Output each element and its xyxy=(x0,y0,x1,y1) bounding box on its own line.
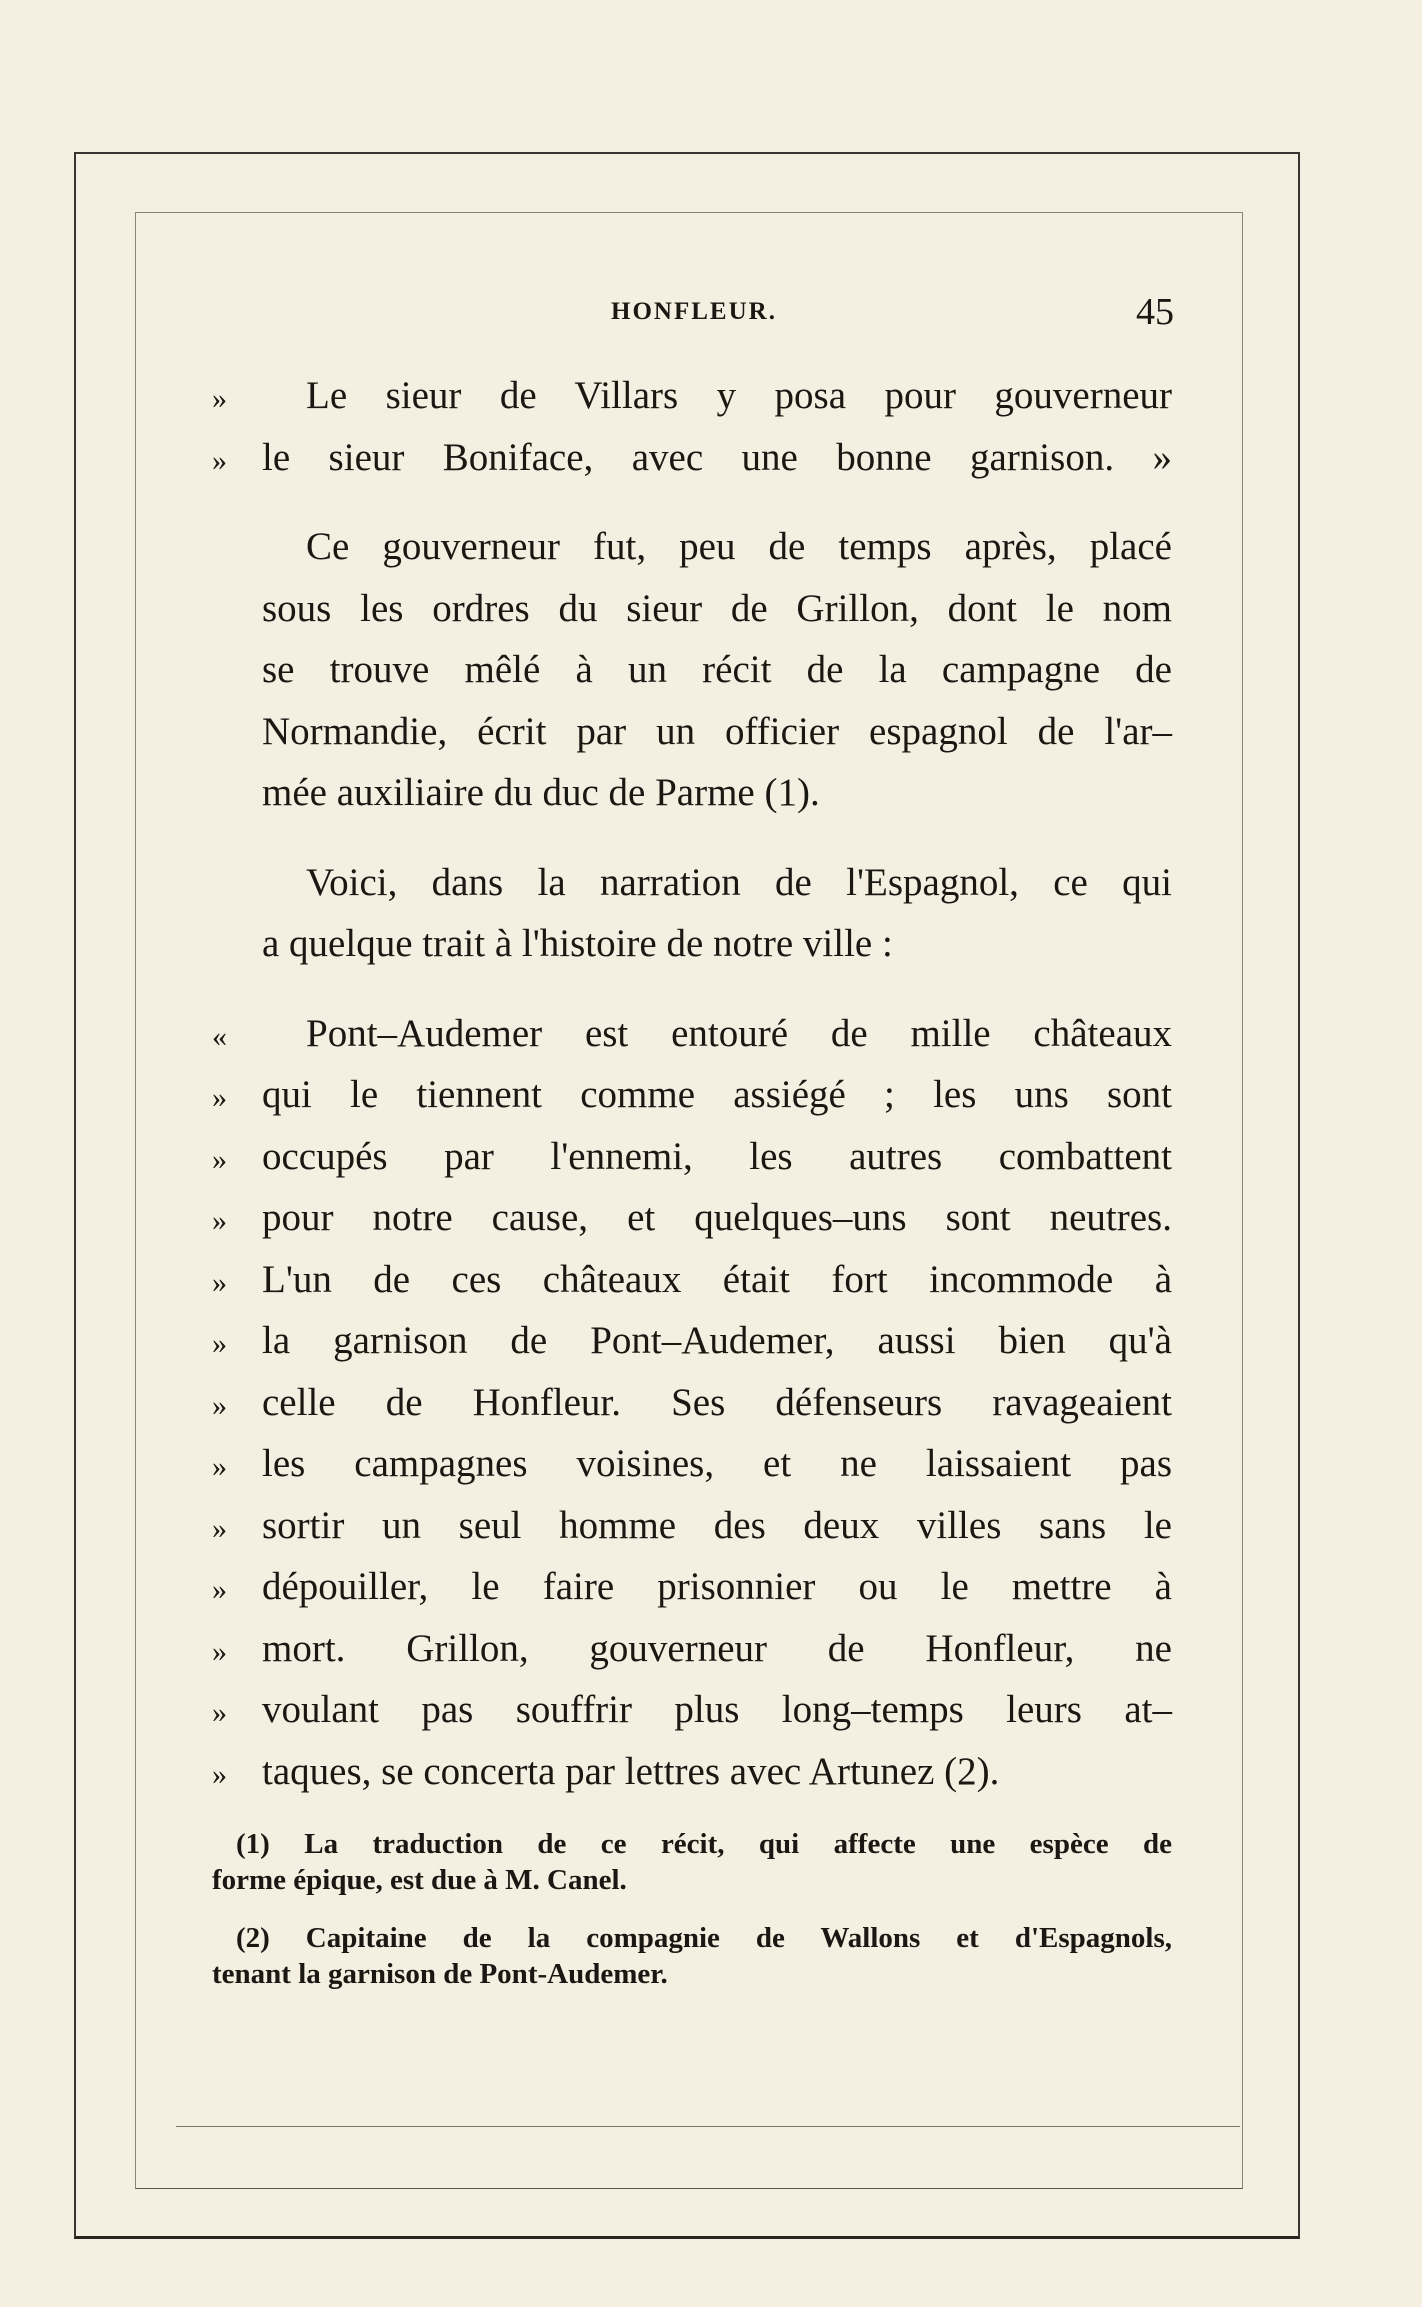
line-text: a quelque trait à l'histoire de notre ville : xyxy=(262,922,893,965)
page-header xyxy=(214,290,1174,336)
paragraph-gap xyxy=(212,824,1172,852)
line-text: Pont–Audemer est entouré de mille châteaux xyxy=(306,1011,1172,1055)
text-line xyxy=(212,1372,1172,1434)
quote-mark: » xyxy=(212,1634,227,1668)
quote-mark: « xyxy=(212,1019,227,1053)
paragraph-gap xyxy=(212,488,1172,516)
line-text: sortir un seul homme des deux villes sans le xyxy=(262,1503,1172,1547)
line-text: occupés par l'ennemi, les autres combattent xyxy=(262,1134,1172,1178)
text-line xyxy=(212,1679,1172,1741)
line-text: celle de Honfleur. Ses défenseurs ravageaient xyxy=(262,1380,1172,1424)
quote-mark: » xyxy=(212,443,227,477)
text-line xyxy=(212,427,1172,489)
text-line xyxy=(212,1618,1172,1680)
text-line xyxy=(212,1310,1172,1372)
line-text: la garnison de Pont–Audemer, aussi bien qu'à xyxy=(262,1319,1172,1362)
line-text: le sieur Boniface, avec une bonne garnison. » xyxy=(262,435,1172,479)
quote-mark: » xyxy=(212,1204,227,1237)
quote-mark: » xyxy=(212,1388,227,1422)
paragraph-gap xyxy=(212,975,1172,1003)
line-text: Ce gouverneur fut, peu de temps après, placé xyxy=(306,525,1172,568)
body-text xyxy=(212,365,1172,1802)
text-line xyxy=(212,1249,1172,1311)
line-text: dépouiller, le faire prisonnier ou le mettre à xyxy=(262,1565,1172,1608)
quote-mark: » xyxy=(212,1327,227,1360)
quote-mark: » xyxy=(212,1081,227,1114)
line-text: mort. Grillon, gouverneur de Honfleur, ne xyxy=(262,1626,1172,1670)
text-line xyxy=(212,1433,1172,1495)
quote-mark: » xyxy=(212,1696,227,1729)
line-text: pour notre cause, et quelques–uns sont neutres. xyxy=(262,1196,1172,1239)
text-line xyxy=(212,701,1172,763)
footnote-line: (2) Capitaine de la compagnie de Wallons et d'Espagnols, xyxy=(236,1922,1172,1954)
line-text: taques, se concerta par lettres avec Artunez (2). xyxy=(262,1749,1000,1793)
line-text: mée auxiliaire du duc de Parme (1). xyxy=(262,771,820,814)
footnote-line: forme épique, est due à M. Canel. xyxy=(212,1864,627,1896)
text-line xyxy=(212,1064,1172,1126)
text-line xyxy=(212,1187,1172,1249)
quote-mark: » xyxy=(212,1573,227,1606)
page-number: 45 xyxy=(1136,291,1174,333)
quote-mark: » xyxy=(212,382,227,415)
bottom-rule xyxy=(176,2126,1240,2127)
text-line xyxy=(212,1741,1172,1803)
footnote xyxy=(212,1826,1172,1898)
footnote-line: (1) La traduction de ce récit, qui affecte une espèce de xyxy=(236,1828,1172,1860)
line-text: se trouve mêlé à un récit de la campagne de xyxy=(262,648,1172,691)
text-line xyxy=(212,1495,1172,1557)
text-line xyxy=(212,365,1172,427)
text-line xyxy=(212,1003,1172,1065)
line-text: L'un de ces châteaux était fort incommode à xyxy=(262,1257,1172,1301)
line-text: qui le tiennent comme assiégé ; les uns sont xyxy=(262,1073,1172,1116)
text-line xyxy=(212,762,1172,824)
text-line xyxy=(212,852,1172,914)
quote-mark: » xyxy=(212,1265,227,1299)
line-text: les campagnes voisines, et ne laissaient pas xyxy=(262,1442,1172,1485)
line-text: Le sieur de Villars y posa pour gouverneur xyxy=(306,374,1172,417)
footnotes xyxy=(212,1826,1172,2014)
line-text: Voici, dans la narration de l'Espagnol, ce qui xyxy=(306,860,1172,904)
text-line xyxy=(212,913,1172,975)
text-line xyxy=(212,516,1172,578)
quote-mark: » xyxy=(212,1142,227,1176)
line-text: sous les ordres du sieur de Grillon, dont le nom xyxy=(262,586,1172,630)
line-text: Normandie, écrit par un officier espagnol de l'ar– xyxy=(262,709,1172,753)
text-line xyxy=(212,578,1172,640)
text-line xyxy=(212,1556,1172,1618)
running-head: HONFLEUR. xyxy=(611,298,777,325)
quote-mark: » xyxy=(212,1450,227,1483)
footnote-line: tenant la garnison de Pont-Audemer. xyxy=(212,1958,668,1990)
footnote xyxy=(212,1920,1172,1992)
text-line xyxy=(212,639,1172,701)
text-line xyxy=(212,1126,1172,1188)
quote-mark: » xyxy=(212,1757,227,1791)
line-text: voulant pas souffrir plus long–temps leurs at– xyxy=(262,1688,1172,1731)
quote-mark: » xyxy=(212,1511,227,1545)
